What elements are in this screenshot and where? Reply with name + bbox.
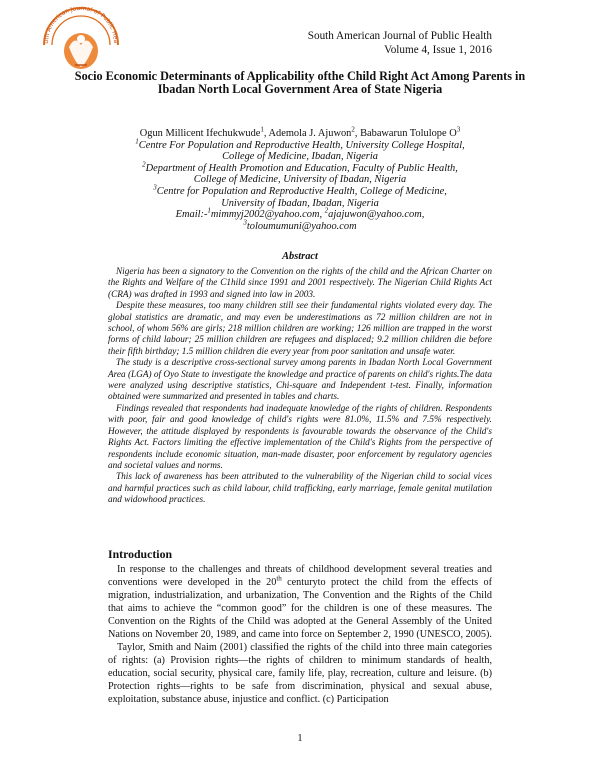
abstract-paragraph: Nigeria has been a signatory to the Convention on the rights of the child and the African Charter on the Rights and Welfare of the C1hild since 1991 and 2001 respectively. The Nigerian Child Rights Act (CRA) was drafted in 1993 and signed into law in 2003. xyxy=(108,267,492,300)
email-link[interactable]: ajajuwon@yahoo.com, xyxy=(328,209,425,221)
email-link[interactable]: toloumumuni@yahoo.com xyxy=(246,220,357,232)
abstract-paragraph: The study is a descriptive cross-sectional survey among parents in Ibadan North Local Government Area (LGA) of Oyo State to investigate the knowledge and practice of parents on child's rights.The data were analyzed using descriptive statistics, Chi-square and Independent t-test. Finally, information obtained were summarized and presented in tables and charts. xyxy=(108,358,492,403)
journal-logo xyxy=(35,5,129,75)
body-paragraph: In response to the challenges and threats of childhood development several treaties and conventions were developed in the 20th centuryto protect the child from the effects of migration, industrialization, and urbanization, The Convention and the Rights of the Child that aims to achieve the “common good” for the children is one of these measures. The Convention on the Rights of the Child was adopted at the General Assembly of the United Nations on November 20, 1989, and came into force on September 2, 1990 (UNESCO, 2005). xyxy=(108,564,492,641)
abstract-paragraph: This lack of awareness has been attributed to the vulnerability of the Nigerian child to social vices and harmful practices such as child labour, child trafficking, early marriage, female genital mutilation and widowhood practices. xyxy=(108,472,492,506)
journal-volume: Volume 4, Issue 1, 2016 xyxy=(384,43,492,56)
email-link[interactable]: mimmyj2002@yahoo.com, xyxy=(210,209,323,221)
abstract-heading: Abstract xyxy=(282,251,318,262)
abstract-paragraph: Findings revealed that respondents had inadequate knowledge of the rights of children. Respondents with poor, fair and good knowledge of child's rights were 81.0%, 11.5% and 7.5% respectively. However, the attitude displayed by respondents is favourable towards the observance of the Child's Rights Act. Factors limiting the effective implementation of the Child's Rights from the perspective of respondents include economic situation, man-made disaster, poor enforcement by regulatory agencies and societal values and norms. xyxy=(108,403,492,471)
abstract-body xyxy=(108,267,492,507)
page-number: 1 xyxy=(297,733,303,744)
author-name: Ogun Millicent Ifechukwude xyxy=(139,128,261,139)
author-emails: Email:-$^1$mimmyj2002@yahoo.com, $^2$ajajuwon@yahoo.com, $^3$toloumumuni@yahoo.com xyxy=(175,206,425,232)
affiliation-1: $^1$Centre For Population and Reproductive Health, University College Hospital, College of Medicine, Ibadan, Nigeria xyxy=(135,137,465,163)
affiliation-2: $^2$Department of Health Promotion and Education, Faculty of Public Health, College of Medicine, University of Ibadan, Nigeria xyxy=(142,160,458,186)
affiliation-3: $^3$Centre for Population and Reproductive Health, College of Medicine, University of Ibadan, Ibadan, Nigeria xyxy=(153,183,447,209)
journal-name: South American Journal of Public Health xyxy=(307,30,492,42)
body-paragraph: Taylor, Smith and Naim (2001) classified the rights of the child into three main categories of rights: (a) Provision rights—the rights of children to minimum standards of health, education, social security, physical care, family life, play, recreation, culture and leisure. (b) Protection rights—rights to be safe from discrimination, physical and sexual abuse, exploitation, substance abuse, injustice and conflict. (c) Participation xyxy=(108,642,492,706)
paper-title: Socio Economic Determinants of Applicability ofthe Child Right Act Among Parents in Ibadan North Local Government Area of State Nigeria xyxy=(74,69,526,97)
author-name: Babawarun Tolulope O xyxy=(360,128,457,139)
introduction-body xyxy=(108,563,492,707)
svg-text:South American Journal of Publ: uth American Journal of Public Hea xyxy=(42,5,120,44)
author-name: Ademola J. Ajuwon xyxy=(268,128,352,139)
abstract-paragraph: Despite these measures, too many children still see their fundamental rights violated every day. The global statistics are dramatic, and may even be underestimations as 72 million children are not in school, of whom 56% are girls; 218 million children are working; 126 million are trapped in the worst forms of child labour; 25 million children are refugees and displaced; 9.2 million children die before their fifth birthday; 1.5 million children die every year from poor sanitation and unsafe water. xyxy=(108,301,492,357)
introduction-heading: Introduction xyxy=(108,547,173,561)
author-block xyxy=(90,125,510,232)
author-line: Ogun Millicent Ifechukwude$^1$, Ademola J. Ajuwon$^2$, Babawarun Tolulope $O^3$ xyxy=(139,125,461,139)
journal-header xyxy=(308,30,492,57)
